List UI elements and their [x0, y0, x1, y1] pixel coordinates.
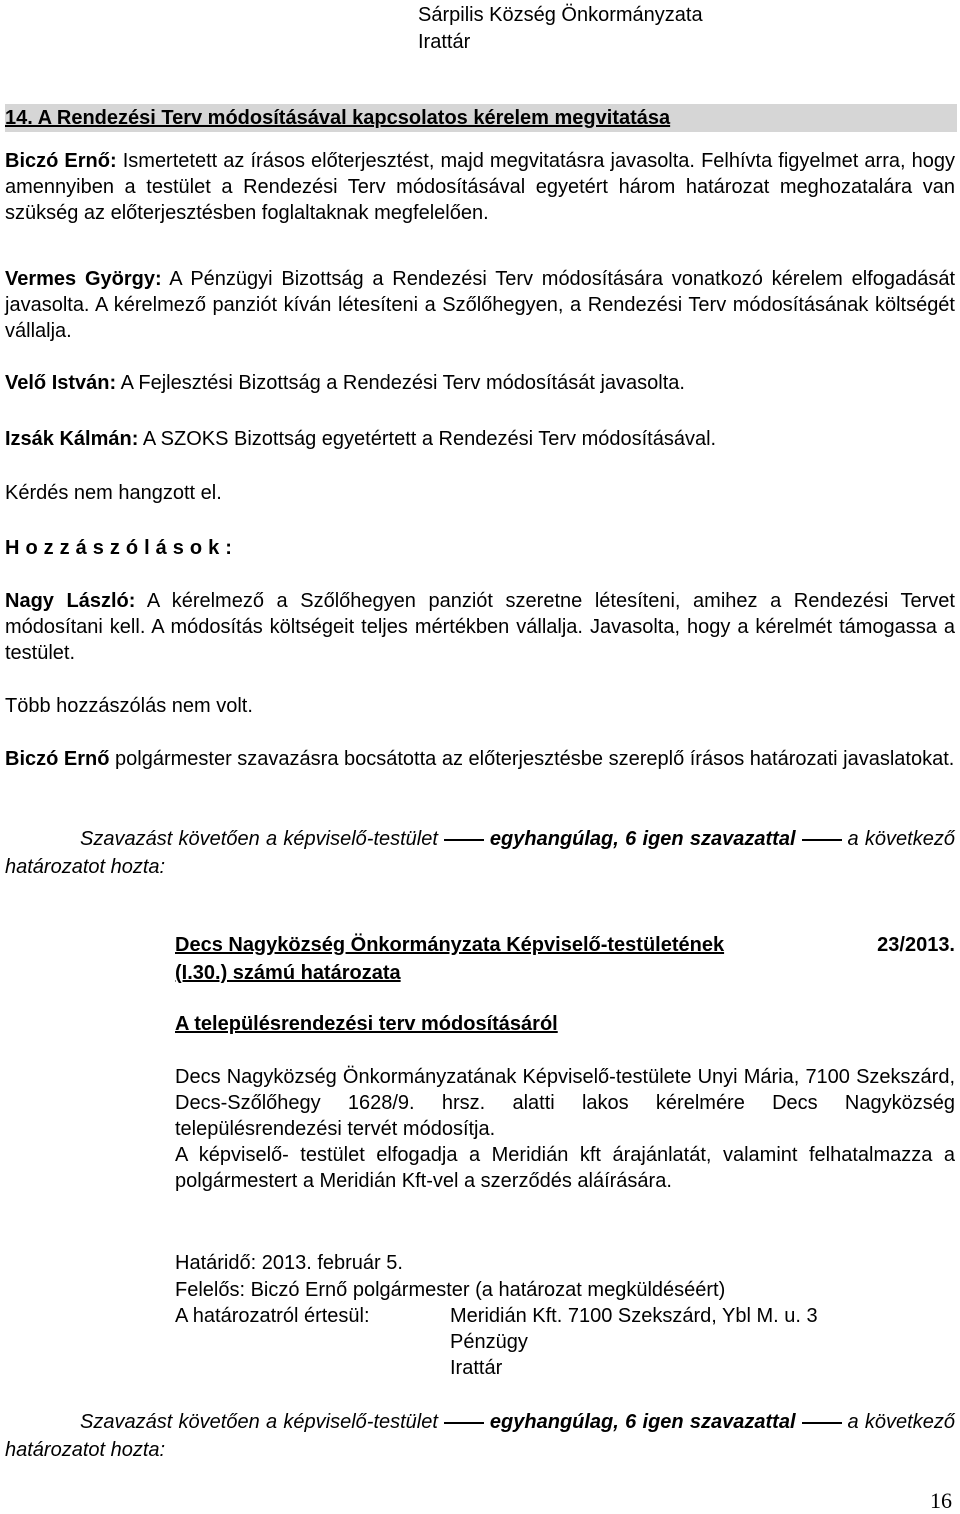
vote-count: egyhangúlag, 6 igen szavazattal: [489, 828, 796, 850]
document-header: [418, 2, 703, 56]
responsible: Felelős: Biczó Ernő polgármester (a határozat megküldéséért): [175, 1279, 726, 1301]
header-organization: Sárpilis Község Önkormányzata: [418, 4, 703, 26]
paragraph-nagy: [5, 588, 955, 666]
paragraph-text: polgármester szavazásra bocsátotta az előterjesztésbe szereplő írásos határozati javaslatokat.: [109, 748, 955, 770]
paragraph-vote-call: [5, 746, 955, 772]
paragraph-izsak: [5, 426, 955, 452]
speaker-name: Biczó Ernő:: [5, 150, 117, 172]
no-more-comments-text: Több hozzászólás nem volt.: [5, 695, 253, 717]
notified-label: A határozatról értesül:: [175, 1305, 370, 1327]
speaker-name: Vermes György:: [5, 268, 162, 290]
no-questions-text: Kérdés nem hangzott el.: [5, 482, 222, 504]
vote-post: a következő határozatot hozta:: [5, 1411, 955, 1461]
vote-result-1: [5, 825, 955, 881]
resolution-title-line2: (I.30.) számú határozata: [175, 962, 401, 984]
page-number: 16: [930, 1488, 952, 1513]
dash: [802, 839, 842, 841]
dash: [444, 839, 484, 841]
paragraph-biczo: [5, 148, 955, 226]
vote-post: a következő határozatot hozta:: [5, 828, 955, 878]
vote-result-2: [5, 1408, 955, 1464]
paragraph-text: A Fejlesztési Bizottság a Rendezési Terv módosítását javasolta.: [116, 372, 685, 394]
paragraph-text: A kérelmező a Szőlőhegyen panziót szeretne létesíteni, amihez a Rendezési Tervet módosítani kell. A módosítás költségeit teljes mértékben vállalja. Javasolta, hogy a kérelmét támogassa a testület.: [5, 590, 955, 664]
vote-count: egyhangúlag, 6 igen szavazattal: [489, 1411, 796, 1433]
paragraph-velo: [5, 370, 955, 396]
vote-pre: Szavazást követően a képviselő-testület: [80, 828, 438, 850]
notified-item: Meridián Kft. 7100 Szekszárd, Ybl M. u. 3: [450, 1305, 818, 1327]
speaker-name: Biczó Ernő: [5, 748, 110, 770]
resolution-title-main: Decs Nagyközség Önkormányzata Képviselő-testületének: [175, 934, 725, 956]
comments-heading: Hozzászólások:: [5, 537, 238, 559]
speaker-name: Velő István:: [5, 372, 117, 394]
paragraph-text: A SZOKS Bizottság egyetértett a Rendezési Terv módosításával.: [138, 428, 717, 450]
paragraph-text: A Pénzügyi Bizottság a Rendezési Terv módosítására vonatkozó kérelem elfogadását javasolta. A kérelmező panziót kíván létesíteni a Szőlőhegyen, a Rendezési Terv módosításának költségét vállalja.: [5, 268, 955, 342]
vote-pre: Szavazást követően a képviselő-testület: [80, 1411, 438, 1433]
resolution-number: 23/2013.: [877, 934, 955, 956]
section-title: 14. A Rendezési Terv módosításával kapcsolatos kérelem megvitatása: [5, 104, 957, 132]
resolution-subject: A településrendezési terv módosításáról: [175, 1013, 558, 1035]
speaker-name: Izsák Kálmán:: [5, 428, 139, 450]
notified-item: Pénzügy: [450, 1331, 528, 1353]
paragraph-vermes: [5, 266, 955, 344]
dash: [444, 1422, 484, 1424]
header-registry: Irattár: [418, 31, 471, 53]
resolution-body-1: Decs Nagyközség Önkormányzatának Képviselő-testülete Unyi Mária, 7100 Szekszárd, Decs-Szőlőhegy 1628/9. hrsz. alatti lakos kérelmére Decs Nagyközség településrendezési tervét módosítja.: [175, 1066, 955, 1140]
resolution-title: [175, 931, 955, 987]
resolution-body-2: A képviselő- testület elfogadja a Meridián kft árajánlatát, valamint felhatalmazza a polgármestert a Meridián Kft-vel a szerződés aláírására.: [175, 1144, 955, 1192]
dash: [802, 1422, 842, 1424]
notified-item: Irattár: [450, 1357, 503, 1379]
deadline: Határidő: 2013. február 5.: [175, 1252, 403, 1274]
speaker-name: Nagy László:: [5, 590, 136, 612]
paragraph-text: Ismertetett az írásos előterjesztést, majd megvitatásra javasolta. Felhívta figyelmet arra, hogy amennyiben a testület a Rendezési Terv módosításával egyetért három határozat meghozatalára van szükség az előterjesztésben foglaltaknak megfelelően.: [5, 150, 955, 224]
